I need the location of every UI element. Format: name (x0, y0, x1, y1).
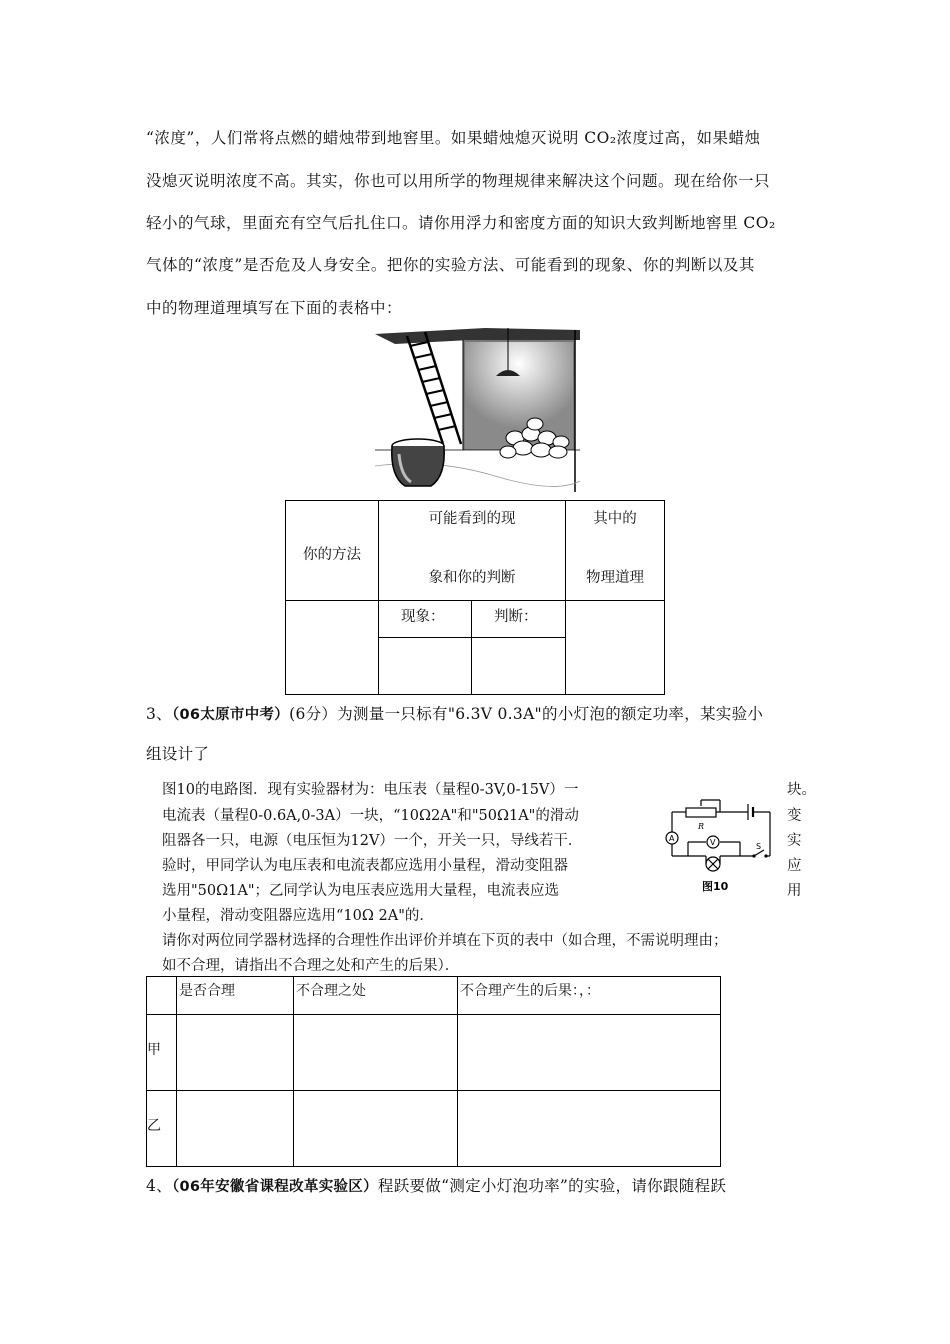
phenomenon-label: 现象： (401, 609, 445, 625)
t2-row-yi-label (147, 1091, 177, 1167)
right-col-5: 用 (787, 883, 802, 899)
q3-body-8: 如不合理，请指出不合理之处和产生的后果）． (162, 958, 460, 974)
q3-body-1: 图10的电路图．现有实验器材为：电压表（量程0-3V,0-15V）一 (162, 782, 579, 798)
figure-10-label: 图10 (702, 880, 729, 893)
t2-cell (294, 1015, 458, 1091)
q3-body-6: 小量程，滑动变阻器应选用“10Ω 2A"的． (162, 908, 434, 924)
header-phen-line2: 象和你的判断 (428, 570, 516, 586)
cell-judgment (472, 638, 566, 695)
t2-cell (294, 1091, 458, 1167)
header-reason-line2: 物理道理 (586, 570, 644, 586)
q3-body-4: 验时，甲同学认为电压表和电流表都应选用小量程，滑动变阻器 (162, 858, 568, 874)
judgment-label: 判断： (494, 609, 538, 625)
right-col-4: 应 (787, 858, 802, 874)
evaluation-table (146, 976, 721, 1167)
t2-cell (177, 1091, 294, 1167)
header-method-text: 你的方法 (303, 547, 361, 563)
t2-header-reasonable (177, 977, 294, 1015)
switch-label: S (756, 842, 762, 851)
right-col-3: 实 (787, 833, 802, 849)
intro-line-2: 没熄灭说明浓度不高。其实，你也可以用所学的物理规律来解决这个问题。现在给你一只 (146, 172, 771, 190)
ammeter-label: A (669, 834, 675, 843)
intro-line-4: 气体的“浓度”是否危及人身安全。把你的实验方法、可能看到的现象、你的判断以及其 (146, 256, 755, 274)
q4-source: （06年安徽省课程改革实验区） (171, 1179, 378, 1195)
t2-cell (177, 1015, 294, 1091)
t2-row-yi-text: 乙 (147, 1118, 161, 1134)
cell-reason (566, 601, 665, 695)
q3-body-2: 电流表（量程0-0.6A,0-3A）一块，“10Ω2A"和"50Ω1A"的滑动 (162, 808, 579, 824)
circuit-diagram (658, 794, 782, 894)
voltmeter-label: V (710, 838, 716, 847)
q4-line (146, 1174, 726, 1196)
header-reason-line1: 其中的 (593, 511, 637, 527)
right-col-2: 变 (787, 808, 802, 824)
right-col-1: 块。 (787, 782, 816, 798)
t2-cell (458, 1091, 721, 1167)
t2-header-consequence (458, 977, 721, 1015)
header-reason (566, 501, 665, 601)
intro-line-5: 中的物理道理填写在下面的表格中： (146, 299, 403, 317)
rheostat-label: R (698, 822, 705, 831)
t2-header-consequence-text: 不合理产生的后果：，： (460, 983, 600, 999)
t2-header-unreasonable-text: 不合理之处 (296, 983, 366, 999)
q3-text-a: (6分）为测量一只标有"6.3V 0.3A"的小灯泡的额定功率，某实验小 (289, 705, 764, 723)
cell-judgment-label (472, 601, 566, 638)
q4-text: 程跃要做“测定小灯泡功率”的实验，请你跟随程跃 (377, 1177, 727, 1195)
t2-header-blank (147, 977, 177, 1015)
cell-phenomenon (379, 638, 472, 695)
cell-method (286, 601, 379, 695)
t2-row-jia-text: 甲 (147, 1042, 161, 1058)
header-phen-line1: 可能看到的现 (428, 511, 516, 527)
experiment-table (285, 500, 665, 695)
q3-number: 3、 (146, 705, 172, 723)
cellar-illustration (375, 326, 580, 492)
q3-body-7: 请你对两位同学器材选择的合理性作出评价并填在下页的表中（如合理，不需说明理由； (162, 933, 728, 949)
t2-cell (458, 1015, 721, 1091)
q3-text-b: 组设计了 (146, 745, 210, 763)
t2-row-jia-label (147, 1015, 177, 1091)
intro-line-1: “浓度”，人们常将点燃的蜡烛带到地窖里。如果蜡烛熄灭说明 CO₂浓度过高，如果蜡烛 (146, 129, 761, 147)
q4-number: 4、 (146, 1177, 172, 1195)
t2-header-reasonable-text: 是否合理 (179, 983, 235, 999)
q3-body-5: 选用"50Ω1A"；乙同学认为电压表应选用大量程，电流表应选 (162, 883, 560, 899)
intro-line-3: 轻小的气球，里面充有空气后扎住口。请你用浮力和密度方面的知识大致判断地窖里 CO₂ (146, 214, 776, 232)
cell-phenomenon-label (379, 601, 472, 638)
q3-title-line (146, 702, 763, 724)
header-method (286, 501, 379, 601)
t2-header-unreasonable (294, 977, 458, 1015)
header-phenomenon (379, 501, 566, 601)
q3-source: （06太原市中考） (171, 707, 290, 723)
q3-body-3: 阻器各一只，电源（电压恒为12V）一个，开关一只，导线若干． (162, 833, 583, 849)
